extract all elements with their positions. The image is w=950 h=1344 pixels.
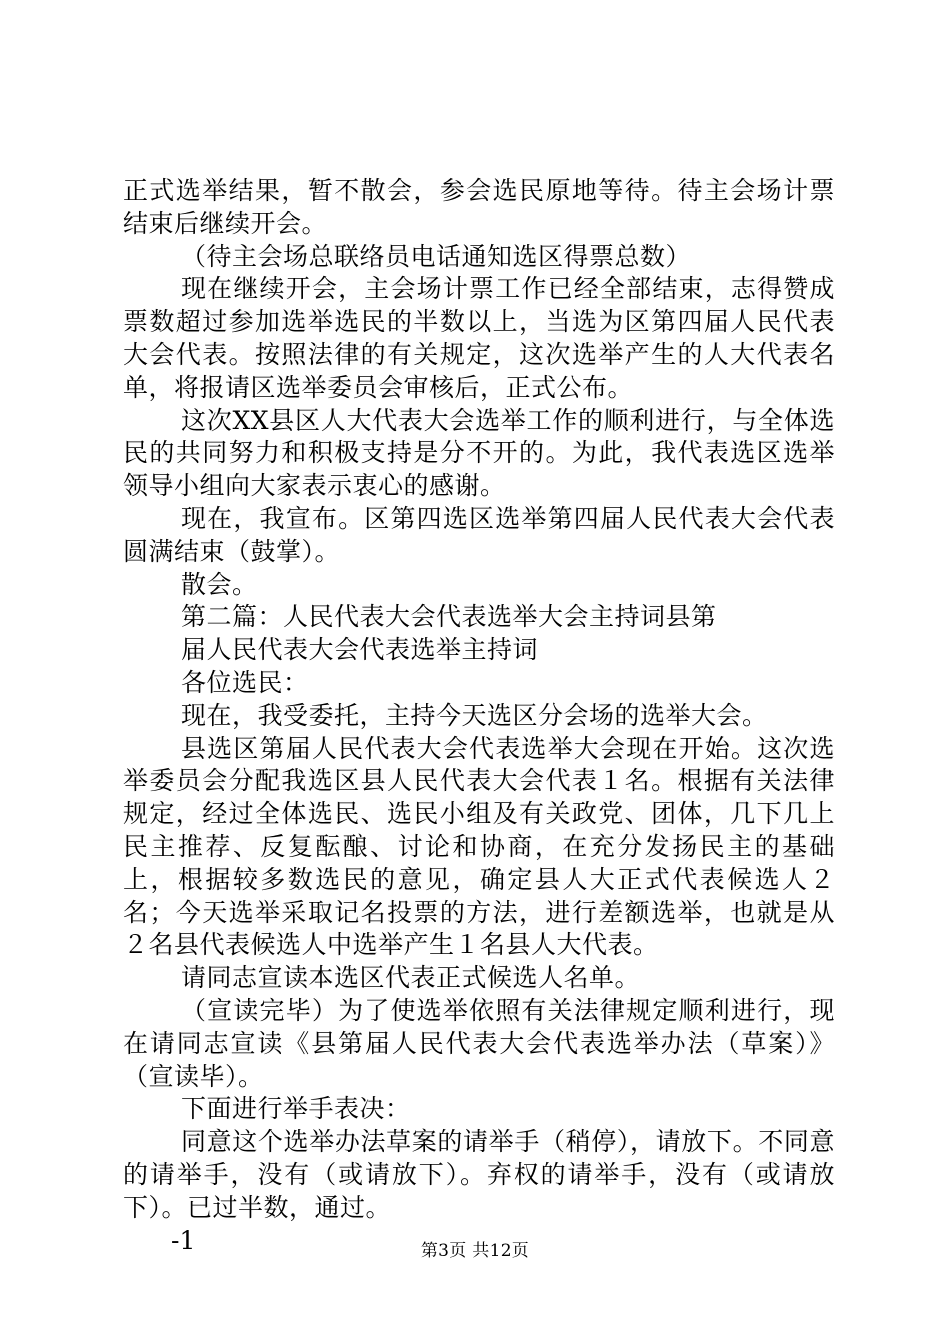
paragraph: 这次XX县区人大代表大会选举工作的顺利进行，与全体选民的共同努力和积极支持是分不开的。为此，我代表选区选举领导小组向大家表示衷心的感谢。 (123, 405, 835, 501)
paragraph: （宣读完毕）为了使选举依照有关法律规定顺利进行，现在请同志宣读《县第届人民代表大会代表选举办法（草案）》（宣读毕）。 (123, 995, 835, 1091)
paragraph: 正式选举结果，暂不散会，参会选民原地等待。待主会场计票结束后继续开会。 (123, 176, 835, 238)
section-heading-continued: 届人民代表大会代表选举主持词 (181, 635, 539, 665)
document-body (123, 175, 835, 1257)
paragraph: 县选区第届人民代表大会代表选举大会现在开始。这次选举委员会分配我选区县人民代表大会代表１名。根据有关法律规定，经过全体选民、选民小组及有关政党、团体，几下几上民主推荐、反复酝酿、讨论和协商，在充分发扬民主的基础上，根据较多数选民的意见，确定县人大正式代表候选人２名；今天选举采取记名投票的方法，进行差额选举，也就是从２名县代表候选人中选举产生１名县人大代表。 (123, 733, 835, 960)
salutation: 各位选民： (181, 667, 309, 697)
paragraph: 现在继续开会，主会场计票工作已经全部结束，志得赞成票数超过参加选举选民的半数以上，当选为区第四届人民代表大会代表。按照法律的有关规定，这次选举产生的人大代表名单，将报请区选举委员会审核后，正式公布。 (123, 274, 835, 402)
paragraph: 请同志宣读本选区代表正式候选人名单。 (181, 963, 641, 993)
paragraph: 散会。 (181, 569, 258, 599)
paragraph: （待主会场总联络员电话通知选区得票总数） (181, 241, 692, 271)
page-footer: 第3页 共12页 (420, 1241, 530, 1261)
paragraph: 现在，我受委托，主持今天选区分会场的选举大会。 (181, 700, 768, 730)
paragraph: 下面进行举手表决： (181, 1094, 411, 1124)
page-marker: -1 (171, 1225, 196, 1255)
paragraph: 同意这个选举办法草案的请举手（稍停），请放下。不同意的请举手，没有（或请放下）。弃权的请举手，没有（或请放下）。已过半数，通过。 (123, 1127, 835, 1222)
section-heading: 第二篇：人民代表大会代表选举大会主持词县第 (181, 602, 717, 632)
paragraph: 现在，我宣布。区第四选区选举第四届人民代表大会代表圆满结束（鼓掌）。 (123, 503, 835, 566)
